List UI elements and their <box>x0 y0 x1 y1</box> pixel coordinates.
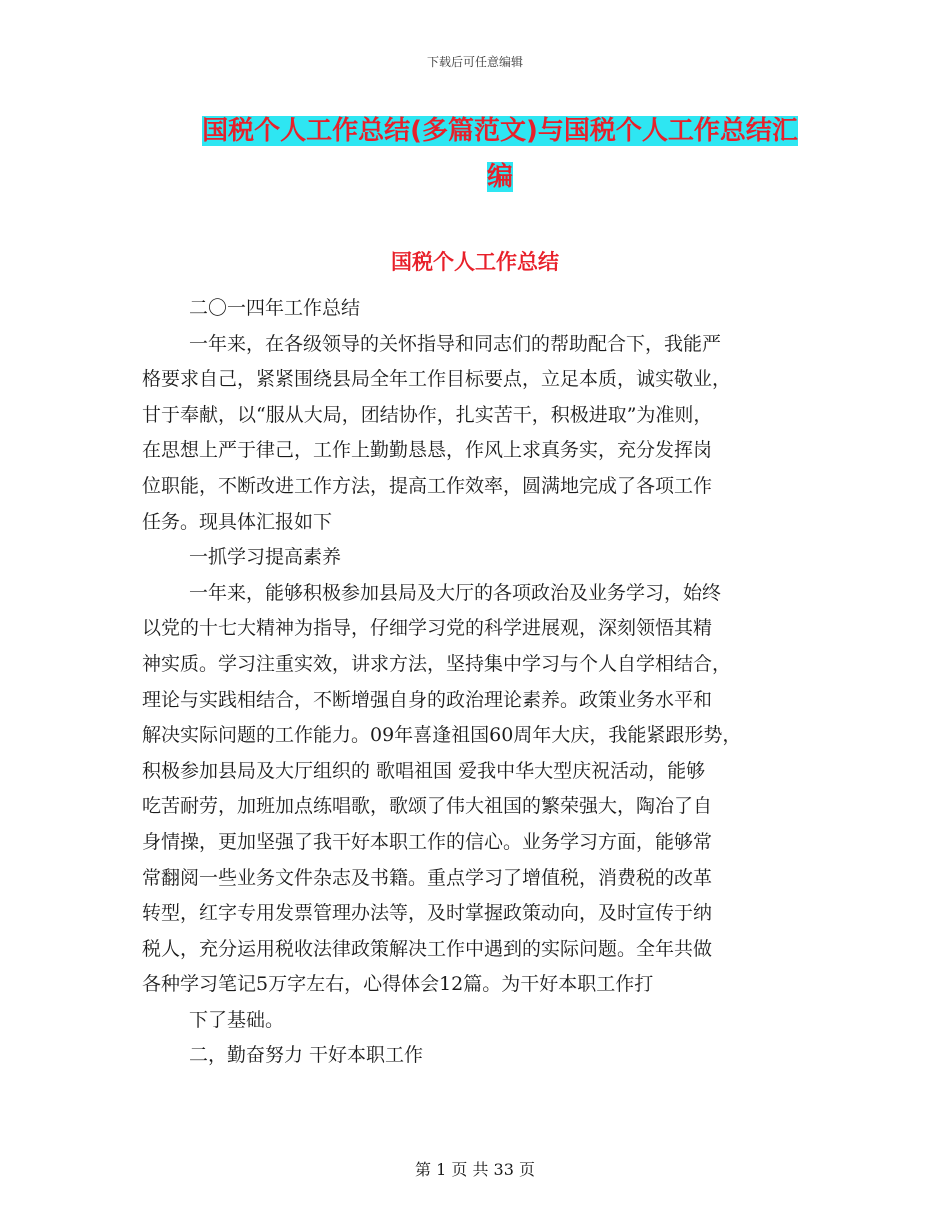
document-title-line-2: 编 <box>486 162 513 192</box>
paragraph-line: 二〇一四年工作总结 <box>189 297 361 319</box>
paragraph-line: 一年来，在各级领导的关怀指导和同志们的帮助配合下，我能严 <box>189 332 722 355</box>
paragraph-line: 税人，充分运用税收法律政策解决工作中遇到的实际问题。全年共做 <box>142 937 713 960</box>
paragraph-line: 常翻阅一些业务文件杂志及书籍。重点学习了增值税，消费税的改革 <box>142 866 713 889</box>
body-text <box>142 291 822 1074</box>
paragraph-line: 格要求自己，紧紧围绕县局全年工作目标要点，立足本质，诚实敬业， <box>142 368 732 391</box>
page-header-note: 下载后可任意编辑 <box>426 55 523 69</box>
paragraph-line: 以党的十七大精神为指导，仔细学习党的科学进展观，深刻领悟其精 <box>142 617 713 640</box>
document-title <box>190 108 810 200</box>
paragraph-line: 吃苦耐劳，加班加点练唱歌，歌颂了伟大祖国的繁荣强大，陶冶了自 <box>142 795 713 818</box>
paragraph-line: 解决实际问题的工作能力。09年喜逢祖国60周年大庆，我能紧跟形势， <box>142 724 742 747</box>
paragraph-line: 下了基础。 <box>189 1008 285 1031</box>
page-number: 第 1 页 共 33 页 <box>415 1160 535 1179</box>
paragraph-line: 一年来，能够积极参加县局及大厅的各项政治及业务学习，始终 <box>189 581 722 604</box>
paragraph-line: 任务。现具体汇报如下 <box>142 510 333 533</box>
paragraph-line: 一抓学习提高素养 <box>189 546 342 569</box>
paragraph-line: 在思想上严于律己，工作上勤勤恳恳，作风上求真务实，充分发挥岗 <box>142 439 713 462</box>
paragraph-line: 理论与实践相结合，不断增强自身的政治理论素养。政策业务水平和 <box>142 688 713 711</box>
paragraph-line: 位职能，不断改进工作方法，提高工作效率，圆满地完成了各项工作 <box>142 474 713 497</box>
section-title: 国税个人工作总结 <box>391 250 559 274</box>
paragraph-line: 积极参加县局及大厅组织的 歌唱祖国 爱我中华大型庆祝活动，能够 <box>142 759 706 782</box>
paragraph-line: 二，勤奋努力 干好本职工作 <box>189 1044 424 1067</box>
paragraph-line: 转型，红字专用发票管理办法等，及时掌握政策动向，及时宣传于纳 <box>142 902 713 925</box>
paragraph-line: 神实质。学习注重实效，讲求方法，坚持集中学习与个人自学相结合， <box>142 652 732 675</box>
paragraph-line: 甘于奉献，以“服从大局，团结协作，扎实苦干，积极进取”为准则， <box>142 403 713 426</box>
paragraph-line: 身情操，更加坚强了我干好本职工作的信心。业务学习方面，能够常 <box>142 830 713 853</box>
document-title-line-1: 国税个人工作总结(多篇范文)与国税个人工作总结汇 <box>202 116 798 146</box>
paragraph-line: 各种学习笔记5万字左右，心得体会12篇。为干好本职工作打 <box>142 973 654 996</box>
